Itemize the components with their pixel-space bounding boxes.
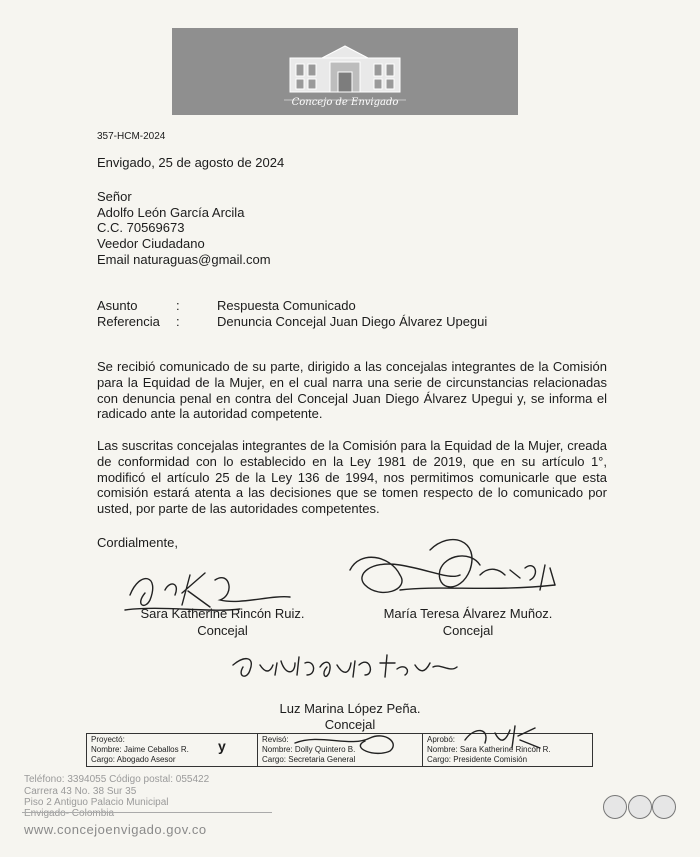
subject-label: Asunto: [97, 298, 138, 313]
projected-name: Nombre: Jaime Ceballos R.: [91, 745, 189, 754]
signatory-1-title: Concejal: [197, 623, 248, 638]
footer-address-1: Carrera 43 No. 38 Sur 35: [24, 786, 137, 797]
signature-alvarez: [340, 530, 570, 610]
projected-role: Cargo: Abogado Asesor: [91, 755, 176, 764]
reviewed-heading: Revisó:: [262, 735, 289, 744]
recipient-salutation: Señor: [97, 189, 132, 204]
signatory-3-title: Concejal: [324, 717, 376, 732]
certification-seal-2-icon: [628, 795, 652, 819]
signatory-2-name: María Teresa Álvarez Muñoz.: [383, 606, 553, 621]
reference-code: 357-HCM-2024: [97, 131, 166, 142]
projected-heading: Proyectó:: [91, 735, 125, 744]
approved-name: Nombre: Sara Katherine Rincón R.: [427, 745, 551, 754]
certification-seal-1-icon: [603, 795, 627, 819]
place-date: Envigado, 25 de agosto de 2024: [97, 155, 285, 170]
reference-colon: :: [176, 314, 180, 329]
reference-label: Referencia: [97, 314, 160, 329]
footer-divider: [22, 812, 272, 813]
subject-colon: :: [176, 298, 180, 313]
institution-name: Concejo de Envigado: [291, 97, 399, 108]
approved-heading: Aprobó:: [427, 735, 456, 744]
approval-projected-cell: [87, 734, 257, 766]
signatory-1-name: Sara Katherine Rincón Ruiz.: [140, 606, 305, 621]
signatory-2-title: Concejal: [442, 623, 494, 638]
header-logo-band: [172, 28, 518, 115]
subject-value: Respuesta Comunicado: [217, 298, 356, 313]
signature-lopez: [225, 645, 465, 690]
reviewed-role: Cargo: Secretaria General: [262, 755, 356, 764]
body-paragraph-2: Las suscritas concejalas integrantes de la Comisión para la Equidad de la Mujer, creada de conformidad con lo establecido en la Ley 1981 de 2019, que en su artículo 1°, modificó el artículo 25 de la Ley 136 de 1994, nos permitimos comunicarle que esta comisión estará atenta a las decisiones que se tomen respecto de lo comunicado por usted, por parte de las autoridades competentes.: [97, 438, 607, 517]
body-paragraph-1: Se recibió comunicado de su parte, dirigido a las concejalas integrantes de la Comisión para la Equidad de la Mujer, en el cual narra una serie de circunstancias relacionadas con denuncia penal en contra del Concejal Juan Diego Álvarez Upegui y, se informa el radicado ante la autoridad competente.: [97, 359, 607, 422]
footer-city: Envigado- Colombia: [24, 808, 115, 819]
footer-address-2: Piso 2 Antiguo Palacio Municipal: [24, 797, 169, 808]
approver-signature: [460, 718, 550, 753]
closing: Cordialmente,: [97, 535, 178, 550]
approved-role: Cargo: Presidente Comisión: [427, 755, 528, 764]
recipient-email: Email naturaguas@gmail.com: [97, 252, 271, 267]
reviewer-initials: y: [218, 738, 226, 754]
signatory-3-name: Luz Marina López Peña.: [279, 701, 421, 716]
reviewer-signature: [290, 723, 410, 758]
footer-website[interactable]: www.concejoenvigado.gov.co: [24, 822, 207, 837]
recipient-id: C.C. 70569673: [97, 220, 185, 235]
certification-seal-3-icon: [652, 795, 676, 819]
reference-value: Denuncia Concejal Juan Diego Álvarez Upegui: [217, 314, 488, 329]
recipient-name: Adolfo León García Arcila: [97, 205, 245, 220]
recipient-role: Veedor Ciudadano: [97, 236, 205, 251]
reviewed-name: Nombre: Dolly Quintero B.: [262, 745, 356, 754]
footer-phone: Teléfono: 3394055 Código postal: 055422: [24, 774, 210, 785]
